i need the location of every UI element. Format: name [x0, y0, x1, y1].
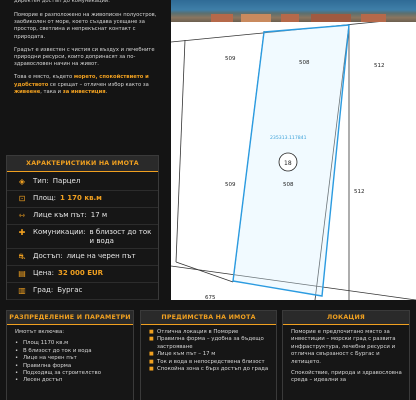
intro-p3-text-2: се срещат – отличен избор както за: [48, 81, 149, 88]
distribution-title: РАЗПРЕДЕЛЕНИЕ И ПАРАМЕТРИ: [7, 311, 133, 325]
advantage-item: ■ Ток и вода в непосредствена близост: [149, 359, 270, 366]
advantage-item: ■ Правилна форма – удобна за бъдещо застрояване: [149, 336, 270, 351]
characteristic-label: Град:: [33, 286, 54, 294]
advantages-list: [149, 329, 270, 373]
characteristic-value: 32 000 EUR: [57, 269, 104, 277]
location-paragraph-1: Поморие е предпочитано място за инвестиции – морски град с развита инфраструктура, лечебни ресурси и отлична свързаност с Бургас и летището.: [291, 329, 396, 365]
distribution-item: • В близост до ток и вода: [15, 348, 127, 355]
plot-number: 18: [284, 160, 292, 167]
cadastral-plan: [171, 22, 416, 300]
location-paragraph-2: Спокойствие, природа и здравословна среда – идеални за: [291, 370, 402, 384]
intro-p3-text-4: .: [105, 88, 108, 95]
characteristics-list: [7, 172, 158, 316]
distribution-intro: Имотът включва:: [15, 329, 65, 335]
intro-p3-text: Това е място, където: [14, 74, 74, 81]
distribution-item: • Площ 1170 кв.м: [15, 340, 127, 347]
characteristic-label: Цена:: [33, 269, 54, 277]
intro-paragraph-2: Градът е известен с чистия си въздух и лечебните природни ресурси, които допринасят за по-здравословен начин на живот.: [14, 46, 155, 68]
advantages-title: ПРЕДИМСТВА НА ИМОТА: [141, 311, 276, 325]
characteristic-row: [7, 266, 158, 283]
label-675: 675: [205, 295, 216, 300]
characteristic-label: Достъп:: [33, 252, 63, 260]
characteristic-value: в близост до ток и вода: [89, 228, 152, 245]
distribution-item: • Подходящ за строителство: [15, 370, 127, 377]
price-icon: ▤: [18, 269, 26, 278]
intro-p3-highlight-sea: морето, спокойствието и удобството: [14, 74, 149, 88]
location-body: [283, 325, 409, 385]
boundary-line: [176, 262, 233, 282]
location-title: ЛОКАЦИЯ: [283, 311, 409, 325]
characteristic-row: [7, 225, 158, 249]
characteristic-label: Тип:: [33, 177, 49, 185]
advantage-item: ■ Отлична локация в Поморие: [149, 329, 270, 336]
distribution-body: [7, 325, 133, 385]
characteristics-title: ХАРАКТЕРИСТИКИ НА ИМОТА: [7, 156, 158, 172]
characteristic-value: 1 170 кв.м: [59, 194, 102, 202]
photo-roof: [311, 14, 351, 22]
label-509-mid: 509: [225, 182, 236, 188]
characteristic-value: Парцел: [52, 177, 81, 185]
distribution-item: • Правилна форма: [15, 363, 127, 370]
photo-roof: [211, 14, 233, 22]
left-column: [0, 0, 170, 298]
area-icon: ⊡: [18, 194, 26, 203]
advantages-body: [141, 325, 276, 373]
frontage-icon: ⇿: [18, 211, 26, 220]
intro-text: [14, 12, 164, 102]
characteristic-value: Бургас: [57, 286, 83, 294]
label-508-mid: 508: [283, 182, 294, 188]
characteristic-row: [7, 174, 158, 191]
advantages-panel: [140, 310, 277, 400]
intro-p3-text-3: , така и: [40, 88, 63, 95]
characteristic-row: [7, 191, 158, 208]
characteristics-panel: [6, 155, 159, 300]
label-509-top: 509: [225, 56, 236, 62]
photo-roof: [361, 14, 386, 22]
characteristic-value: 17 м: [90, 211, 108, 219]
photo-roof: [281, 14, 299, 22]
label-508-top: 508: [299, 60, 310, 66]
cadastral-id: 235313.117841: [270, 136, 307, 141]
boundary-line: [176, 40, 185, 262]
distribution-panel: [6, 310, 134, 400]
photo-roof: [241, 14, 271, 22]
characteristic-row: [7, 283, 158, 300]
characteristic-row: [7, 249, 158, 266]
town-photo: [171, 0, 416, 22]
pin-icon: ◈: [18, 177, 26, 186]
characteristic-label: Лице към път:: [33, 211, 87, 219]
intro-top-line: директен достъп до комуникации.: [14, 0, 110, 4]
characteristic-row: [7, 208, 158, 225]
advantage-item: ■ Спокойна зона с бърз достъп до града: [149, 366, 270, 373]
city-icon: ▥: [18, 286, 26, 295]
distribution-item: • Лесен достъп: [15, 377, 127, 384]
advantage-item: ■ Лице към път – 17 м: [149, 351, 270, 358]
plan-drawing: [171, 22, 416, 300]
intro-p3-highlight-living: живеене: [14, 88, 41, 95]
intro-paragraph-1: Поморие е разположено на живописен полуостров, заобиколен от море, което създава усещане за простор, светлина и непрекъснат контакт с природата.: [14, 12, 157, 40]
characteristic-value: лице на черен път: [66, 252, 136, 260]
utilities-icon: ✚: [18, 228, 26, 237]
characteristic-label: Площ:: [33, 194, 56, 202]
distribution-list: [15, 340, 127, 384]
characteristic-label: Комуникации:: [33, 228, 86, 236]
bottom-section: [0, 300, 416, 400]
label-512-mid: 512: [354, 189, 365, 195]
intro-paragraph-3: [14, 74, 164, 96]
label-512-top: 512: [374, 63, 385, 69]
intro-p3-highlight-investment: за инвестиция: [62, 88, 106, 95]
road-icon: ⛐: [18, 252, 26, 261]
location-panel: [282, 310, 410, 400]
distribution-item: • Лице на черен път: [15, 355, 127, 362]
